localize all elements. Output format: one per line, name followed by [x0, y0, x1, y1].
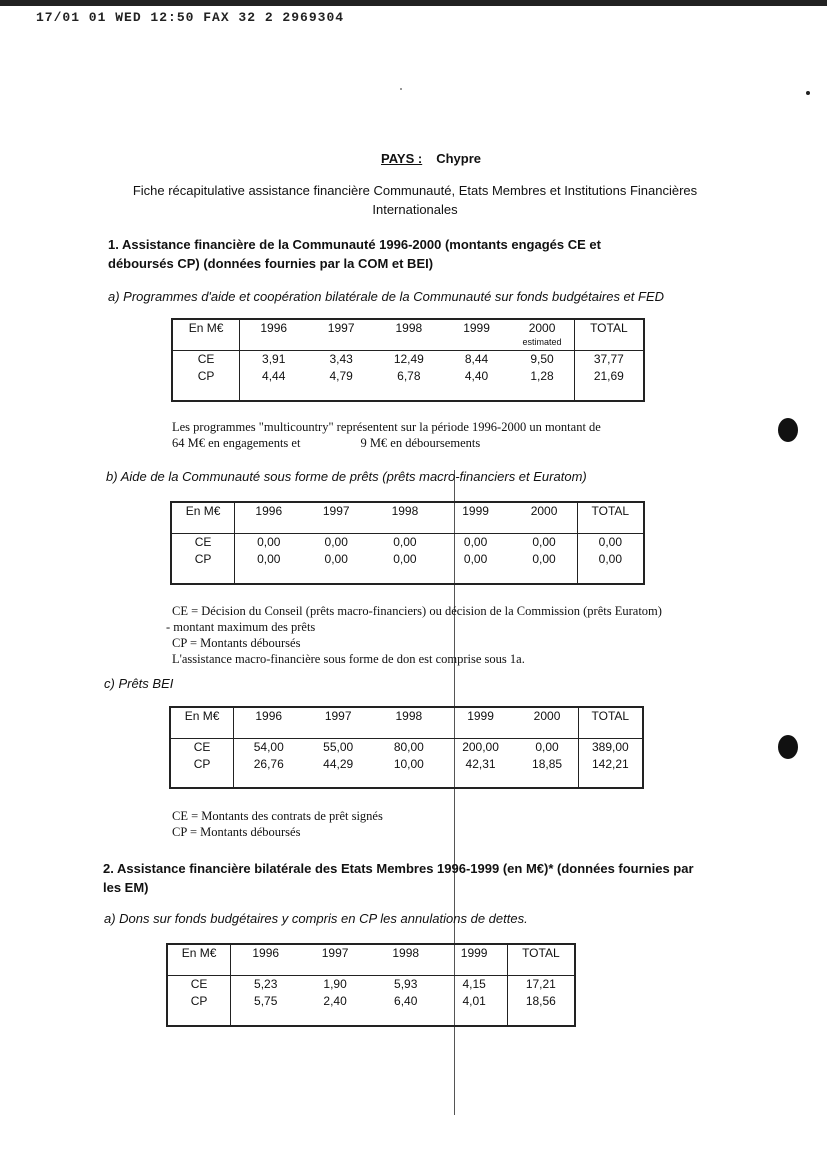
cell: 9,50: [530, 352, 554, 366]
scan-mark: [778, 418, 798, 442]
table-a: [171, 318, 645, 402]
cell: 0,00: [577, 534, 644, 552]
note-c-line: CE = Montants des contrats de prêt signés: [172, 809, 383, 823]
note-b-line: - montant maximum des prêts: [166, 620, 316, 634]
table-a-unit: En M€: [172, 319, 240, 351]
note-b: [166, 603, 736, 667]
cell: 0,00: [532, 535, 556, 549]
row-label: CP: [171, 551, 235, 584]
note-b-line: CP = Montants déboursés: [172, 636, 301, 650]
row-label: CP: [170, 756, 234, 788]
section1a-title: a) Programmes d'aide et coopération bilatérale de la Communauté sur fonds budgétaires et FED: [108, 289, 665, 304]
table-d: [166, 943, 576, 1027]
scan-speck: [806, 91, 810, 95]
row-label: CP: [172, 368, 240, 401]
table-row: [171, 551, 644, 584]
cell: 18,56: [507, 993, 575, 1026]
pays-value: Chypre: [436, 151, 481, 166]
cell: 0,00: [257, 552, 281, 567]
cell: 2,40: [323, 994, 347, 1009]
table-row: [170, 739, 643, 757]
subtitle: Fiche récapitulative assistance financière Communauté, Etats Membres et Institutions Financières Internationales: [132, 183, 698, 217]
cell: 200,00: [462, 740, 499, 754]
section1b-title: b) Aide de la Communauté sous forme de prêts (prêts macro-financiers et Euratom): [106, 469, 587, 484]
table-a-header: 1998: [375, 319, 443, 351]
cell: 5,93: [394, 977, 418, 991]
table-row: [172, 351, 644, 369]
cell: 0,00: [532, 552, 556, 567]
cell: 6,78: [397, 369, 421, 384]
table-a-header: 1997: [307, 319, 375, 351]
table-d-header: 1997: [300, 944, 370, 976]
note-b-line: CE = Décision du Conseil (prêts macro-financiers) ou décision de la Commission (prêts Euratom): [172, 604, 662, 618]
table-b-header: 2000: [511, 502, 577, 534]
table-c-header: 1996: [234, 707, 304, 739]
table-d-header: 1999: [442, 944, 508, 976]
cell: 0,00: [393, 552, 417, 567]
table-d-unit: En M€: [167, 944, 231, 976]
table-row: [172, 368, 644, 401]
pays-label: PAYS :: [381, 151, 423, 166]
section1c-title: c) Prêts BEI: [104, 676, 174, 691]
fax-scan-edge: [0, 0, 827, 6]
section2a-title: a) Dons sur fonds budgétaires y compris en CP les annulations de dettes.: [104, 911, 528, 926]
section1-title: 1. Assistance financière de la Communauté 1996-2000 (montants engagés CE et déboursés CP) (données fournies par la COM et BEI): [108, 237, 601, 271]
table-b-header: 1996: [235, 502, 303, 534]
cell: 54,00: [253, 740, 284, 754]
table-d-header: 1996: [231, 944, 301, 976]
table-b: [170, 501, 645, 585]
note-a: [172, 419, 692, 451]
cell: 0,00: [393, 535, 417, 549]
cell: 37,77: [574, 351, 644, 369]
cell: 0,00: [324, 552, 348, 567]
table-c-header-total: TOTAL: [578, 707, 643, 739]
cell: 21,69: [574, 368, 644, 401]
table-b-header-total: TOTAL: [577, 502, 644, 534]
table-d-header: 1998: [370, 944, 442, 976]
cell: 142,21: [578, 756, 643, 788]
cell: 4,15: [462, 977, 486, 991]
scan-speck: [400, 88, 402, 90]
note-c: [172, 808, 572, 840]
cell: 4,79: [329, 369, 353, 384]
table-a-header-total: TOTAL: [574, 319, 644, 351]
table-c-header: 2000: [516, 707, 578, 739]
section2-title: 2. Assistance financière bilatérale des Etats Membres 1996-1999 (en M€)* (données fournies par les EM): [103, 861, 694, 895]
cell: 1,28: [530, 369, 554, 384]
note-a-line2a: 64 M€ en engagements et: [172, 436, 301, 450]
cell: 1,90: [323, 977, 347, 991]
table-c: [169, 706, 644, 789]
page-title: [381, 151, 481, 166]
table-c-header: 1998: [373, 707, 445, 739]
table-b-header: 1997: [302, 502, 370, 534]
cell: 18,85: [532, 757, 563, 772]
table-c-header: 1999: [445, 707, 517, 739]
cell: 0,00: [535, 740, 559, 754]
cell: 8,44: [464, 352, 489, 366]
cell: 17,21: [507, 976, 575, 994]
row-label: CP: [167, 993, 231, 1026]
estimated-note: estimated: [522, 337, 562, 347]
cell: 80,00: [393, 740, 424, 754]
cell: 0,00: [577, 551, 644, 584]
cell: 3,43: [329, 352, 353, 366]
row-label: CE: [167, 976, 231, 994]
row-label: CE: [171, 534, 235, 552]
table-b-header: 1999: [440, 502, 512, 534]
table-c-header: 1997: [303, 707, 373, 739]
fax-header: 17/01 01 WED 12:50 FAX 32 2 2969304: [36, 10, 345, 25]
cell: 389,00: [578, 739, 643, 757]
cell: 4,01: [462, 994, 486, 1009]
note-a-line1: Les programmes "multicountry" représentent sur la période 1996-2000 un montant de: [172, 420, 601, 434]
table-row: [167, 976, 575, 994]
cell: 10,00: [393, 757, 424, 772]
table-a-header: 2000: [528, 321, 556, 335]
cell: 0,00: [257, 535, 281, 549]
table-a-header: 1999: [443, 319, 511, 351]
row-label: CE: [172, 351, 240, 369]
table-b-unit: En M€: [171, 502, 235, 534]
cell: 26,76: [253, 757, 284, 772]
cell: 0,00: [463, 552, 488, 567]
cell: 4,40: [464, 369, 489, 384]
cell: 0,00: [324, 535, 348, 549]
note-c-line: CP = Montants déboursés: [172, 825, 301, 839]
table-a-header: 1996: [240, 319, 308, 351]
table-c-unit: En M€: [170, 707, 234, 739]
cell: 55,00: [323, 740, 354, 754]
table-a-header-2000: [510, 319, 574, 351]
row-label: CE: [170, 739, 234, 757]
cell: 5,23: [254, 977, 278, 991]
table-row: [167, 993, 575, 1026]
table-b-header: 1998: [370, 502, 440, 534]
note-b-line: L'assistance macro-financière sous forme de don est comprise sous 1a.: [172, 652, 525, 666]
note-a-line2b: 9 M€ en déboursements: [360, 436, 481, 450]
table-d-header-total: TOTAL: [507, 944, 575, 976]
cell: 42,31: [465, 757, 496, 772]
cell: 12,49: [393, 352, 424, 366]
scan-mark: [778, 735, 798, 759]
cell: 0,00: [463, 535, 488, 549]
table-row: [171, 534, 644, 552]
cell: 3,91: [262, 352, 286, 366]
cell: 6,40: [394, 994, 418, 1009]
cell: 44,29: [323, 757, 354, 772]
cell: 5,75: [254, 994, 278, 1009]
cell: 4,44: [262, 369, 286, 384]
table-row: [170, 756, 643, 788]
